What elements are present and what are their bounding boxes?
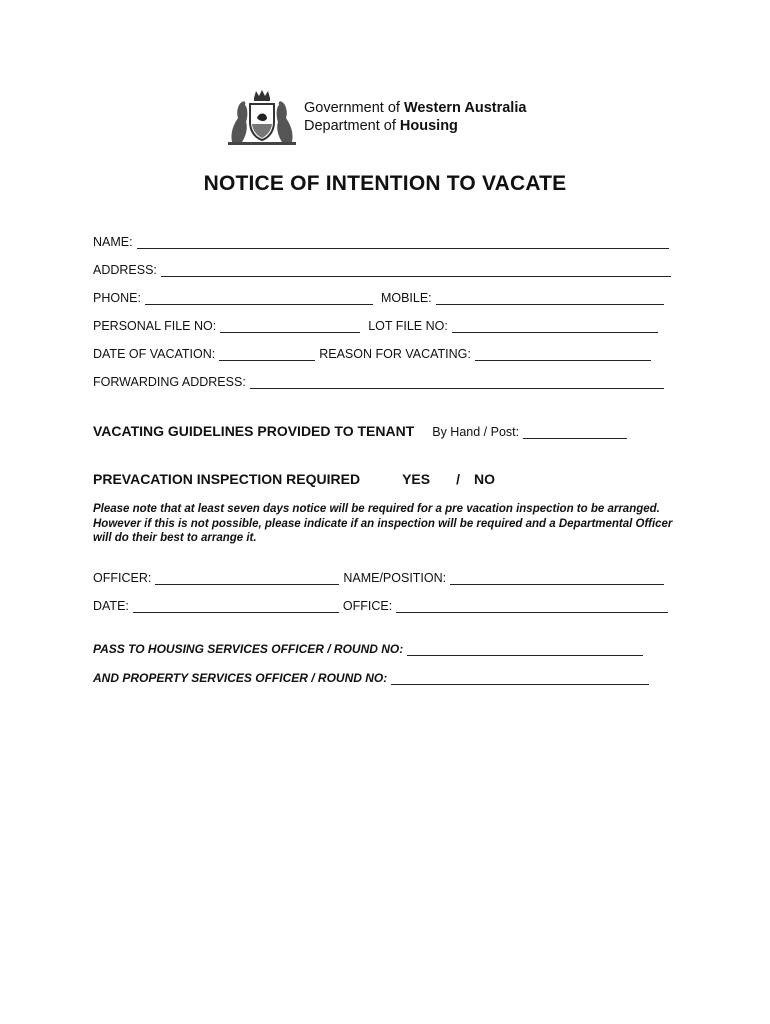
pass-housing-field[interactable] [407, 644, 643, 656]
pass-housing-row [93, 642, 643, 656]
forwarding-address-row [93, 375, 664, 389]
mobile-label: MOBILE: [380, 291, 432, 305]
officer-row [93, 571, 664, 585]
name-position-field[interactable] [450, 573, 664, 585]
office-label: OFFICE: [342, 599, 393, 613]
date-field[interactable] [133, 601, 339, 613]
pass-property-row [93, 671, 649, 685]
reason-for-vacating-field[interactable] [475, 349, 651, 361]
lot-file-no-label: LOT FILE NO: [368, 319, 448, 333]
name-row [93, 235, 669, 249]
address-label: ADDRESS: [93, 263, 157, 277]
by-hand-post-label: By Hand / Post: [432, 425, 520, 439]
org-line-1: Government of Western Australia [304, 100, 527, 116]
guidelines-row [93, 423, 627, 439]
department-name [304, 99, 526, 135]
page-title: NOTICE OF INTENTION TO VACATE [203, 172, 567, 195]
phone-field[interactable] [145, 293, 373, 305]
mobile-field[interactable] [436, 293, 664, 305]
inspection-label: PREVACATION INSPECTION REQUIRED [93, 471, 361, 487]
phone-label: PHONE: [93, 291, 141, 305]
forwarding-address-field[interactable] [250, 377, 664, 389]
office-field[interactable] [396, 601, 668, 613]
option-separator: / [456, 471, 460, 487]
yes-option[interactable]: YES [402, 471, 431, 487]
forwarding-address-label: FORWARDING ADDRESS: [93, 375, 246, 389]
name-field[interactable] [137, 237, 669, 249]
date-of-vacation-label: DATE OF VACATION: [93, 347, 216, 361]
address-field[interactable] [161, 265, 671, 277]
no-option[interactable]: NO [473, 471, 495, 487]
name-label: NAME: [93, 235, 133, 249]
phone-row [93, 291, 664, 305]
pass-property-field[interactable] [391, 673, 649, 685]
officer-label: OFFICER: [93, 571, 152, 585]
date-label: DATE: [93, 599, 129, 613]
coat-of-arms-icon [226, 88, 298, 146]
inspection-note: Please note that at least seven days notice will be required for a pre vacation inspection to be arranged. However if this is not possible, please indicate if an inspection will be required and a Departmental Officer will do their best to arrange it. [93, 503, 673, 544]
personal-file-no-label: PERSONAL FILE NO: [93, 319, 217, 333]
address-row [93, 263, 671, 277]
org-line-2: Department of Housing [304, 118, 458, 134]
by-hand-post-field[interactable] [523, 427, 627, 439]
lot-file-no-field[interactable] [452, 321, 658, 333]
department-logo [226, 88, 526, 146]
date-office-row [93, 599, 668, 613]
officer-field[interactable] [155, 573, 339, 585]
file-no-row [93, 319, 658, 333]
pass-property-label: AND PROPERTY SERVICES OFFICER / ROUND NO: [93, 671, 388, 685]
date-of-vacation-field[interactable] [219, 349, 315, 361]
inspection-row [93, 471, 495, 487]
personal-file-no-field[interactable] [220, 321, 360, 333]
name-position-label: NAME/POSITION: [343, 571, 447, 585]
pass-housing-label: PASS TO HOUSING SERVICES OFFICER / ROUND NO: [93, 642, 404, 656]
reason-for-vacating-label: REASON FOR VACATING: [319, 347, 471, 361]
guidelines-label: VACATING GUIDELINES PROVIDED TO TENANT [93, 423, 415, 439]
vacation-row [93, 347, 651, 361]
